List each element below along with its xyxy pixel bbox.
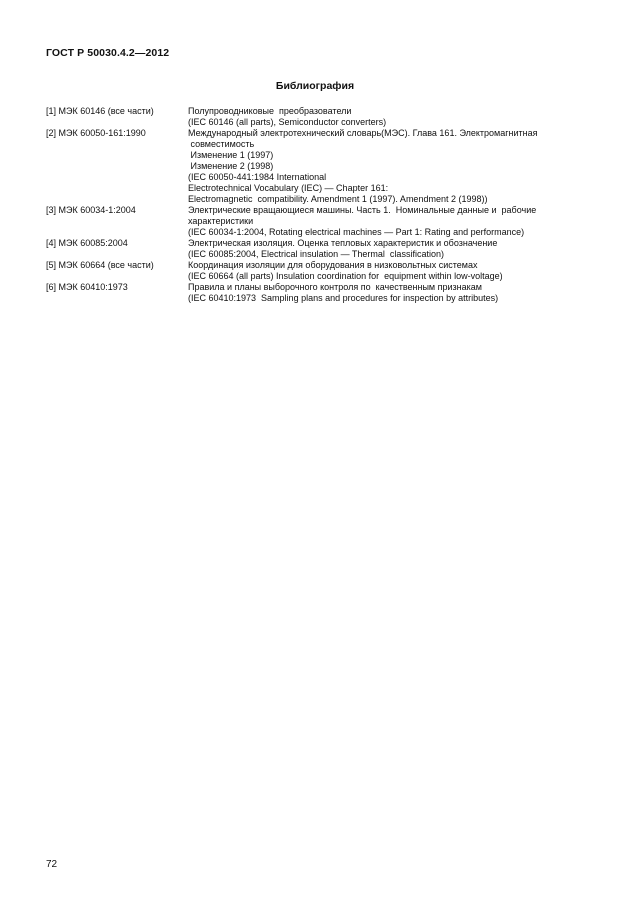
bibliography-entry-1 xyxy=(46,106,591,128)
description-line: Электрические вращающиеся машины. Часть 1. Номинальные данные и рабочие xyxy=(188,205,537,215)
description-line: Electromagnetic compatibility. Amendment 1 (1997). Amendment 2 (1998)) xyxy=(188,194,488,204)
description-line: (IEC 60410:1973 Sampling plans and procedures for inspection by attributes) xyxy=(188,293,499,303)
reference-label: [1] МЭК 60146 (все части) xyxy=(46,106,154,116)
bibliography-entry-3 xyxy=(46,205,591,238)
description-line: Изменение 1 (1997) xyxy=(188,150,274,160)
description-line: Изменение 2 (1998) xyxy=(188,161,274,171)
description-line: (IEC 60146 (all parts), Semiconductor converters) xyxy=(188,117,387,127)
description-line: (IEC 60034-1:2004, Rotating electrical machines — Part 1: Rating and performance) xyxy=(188,227,525,237)
reference-label: [6] МЭК 60410:1973 xyxy=(46,282,128,292)
document-code: ГОСТ Р 50030.4.2—2012 xyxy=(46,47,170,59)
reference-label: [2] МЭК 60050-161:1990 xyxy=(46,128,146,138)
page-title: Библиография xyxy=(275,80,355,92)
reference-description xyxy=(188,205,591,238)
bibliography-entry-6 xyxy=(46,282,591,304)
bibliography-entry-5 xyxy=(46,260,591,282)
description-line: совместимость xyxy=(188,139,255,149)
description-line: Правила и планы выборочного контроля по качественным признакам xyxy=(188,282,482,292)
description-line: (IEC 60085:2004, Electrical insulation — Thermal classification) xyxy=(188,249,444,259)
bibliography-entry-4 xyxy=(46,238,591,260)
description-line: Полупроводниковые преобразователи xyxy=(188,106,352,116)
description-line: (IEC 60664 (all parts) Insulation coordination for equipment within low-voltage) xyxy=(188,271,503,281)
reference-description xyxy=(188,282,591,304)
bibliography-list xyxy=(46,106,591,304)
description-line: Международный электротехнический словарь(МЭС). Глава 161. Электромагнитная xyxy=(188,128,538,138)
bibliography-entry-2 xyxy=(46,128,591,205)
page-number: 72 xyxy=(46,859,58,870)
description-line: Электрическая изоляция. Оценка тепловых характеристик и обозначение xyxy=(188,238,498,248)
reference-label: [3] МЭК 60034-1:2004 xyxy=(46,205,136,215)
reference-description xyxy=(188,106,591,128)
reference-description xyxy=(188,238,591,260)
description-line: (IEC 60050-441:1984 International xyxy=(188,172,327,182)
description-line: Координация изоляции для оборудования в низковольтных системах xyxy=(188,260,478,270)
description-line: Electrotechnical Vocabulary (IEC) — Chapter 161: xyxy=(188,183,389,193)
reference-label: [4] МЭК 60085:2004 xyxy=(46,238,128,248)
reference-description xyxy=(188,128,591,205)
reference-description xyxy=(188,260,591,282)
reference-label: [5] МЭК 60664 (все части) xyxy=(46,260,154,270)
description-line: характеристики xyxy=(188,216,254,226)
